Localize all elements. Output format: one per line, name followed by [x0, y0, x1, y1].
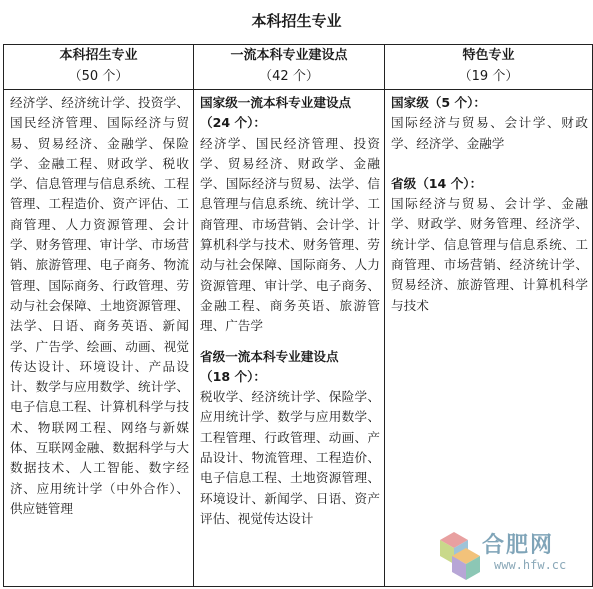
provincial-featured-list: 国际经济与贸易、会计学、金融学、财政学、财务管理、经济学、统计学、信息管理与信息系统、工商管理、市场营销、经济统计学、贸易经济、旅游管理、计算机科学与技术: [391, 196, 588, 313]
first-class-majors-cell: [194, 90, 385, 587]
page-title: 本科招生专业: [251, 12, 342, 30]
first-class-majors-content: [194, 90, 384, 529]
header-count: （42 个）: [259, 69, 319, 84]
provincial-first-class-heading: 省级一流本科专业建设点: [200, 348, 339, 364]
header-label: 特色专业: [462, 48, 515, 63]
watermark-logo: [436, 526, 586, 584]
watermark-name: 合肥网: [482, 533, 555, 558]
header-count: （50 个）: [68, 69, 129, 84]
header-undergrad-majors: [4, 45, 194, 90]
header-label: 本科招生专业: [59, 48, 138, 63]
cube-logo-icon: [436, 526, 482, 582]
majors-table: [3, 44, 593, 587]
provincial-featured-heading: 省级（14 个）：: [391, 175, 483, 191]
national-first-class-count: （24 个）：: [200, 115, 266, 131]
national-featured-list: 国际经济与贸易、会计学、财政学、经济学、金融学: [391, 115, 588, 151]
undergrad-majors-cell: [4, 90, 194, 587]
provincial-first-class-count: （18 个）：: [200, 368, 266, 384]
featured-majors-content: [385, 90, 592, 316]
table-body-row: [4, 90, 593, 587]
watermark-url: www.hfw.cc: [494, 558, 567, 572]
national-featured-heading: 国家级（5 个）：: [391, 95, 487, 110]
header-first-class-majors: [194, 45, 385, 90]
featured-majors-cell: [385, 90, 593, 587]
table-header-row: [4, 45, 593, 90]
header-featured-majors: [385, 45, 593, 90]
undergrad-majors-list: 经济学、经济统计学、投资学、国民经济管理、国际经济与贸易、贸易经济、金融学、保险学、金融工程、财政学、税收学、信息管理与信息系统、工程管理、工程造价、资产评估、工商管理、人力资源管理、会计学、财务管理、审计学、市场营销、旅游管理、电子商务、物流管理、国际商务、行政管理、劳动与社会保障、土地资源管理、法学、日语、商务英语、新闻学、广告学、绘画、动画、视觉传达设计、环境设计、产品设计、数学与应用数学、统计学、电子信息工程、计算机科学与技术、物联网工程、网络与新媒体、互联网金融、数据科学与大数据技术、人工智能、数字经济、应用统计学（中外合作）、供应链管理: [10, 95, 189, 516]
header-label: 一流本科专业建设点: [230, 48, 348, 63]
national-first-class-list: 经济学、国民经济管理、投资学、贸易经济、财政学、金融学、国际经济与贸易、法学、信息管理与信息系统、统计学、工商管理、市场营销、会计学、计算机科学与技术、财务管理、劳动与社会保障、国际商务、人力资源管理、审计学、电子商务、金融工程、商务英语、旅游管理、广告学: [200, 135, 380, 334]
header-count: （19 个）: [458, 69, 519, 84]
national-first-class-heading: 国家级一流本科专业建设点: [200, 95, 352, 110]
provincial-first-class-list: 税收学、经济统计学、保险学、应用统计学、数学与应用数学、工程管理、行政管理、动画、产品设计、物流管理、工程造价、电子信息工程、土地资源管理、环境设计、新闻学、日语、资产评估、视觉传达设计: [200, 389, 380, 526]
